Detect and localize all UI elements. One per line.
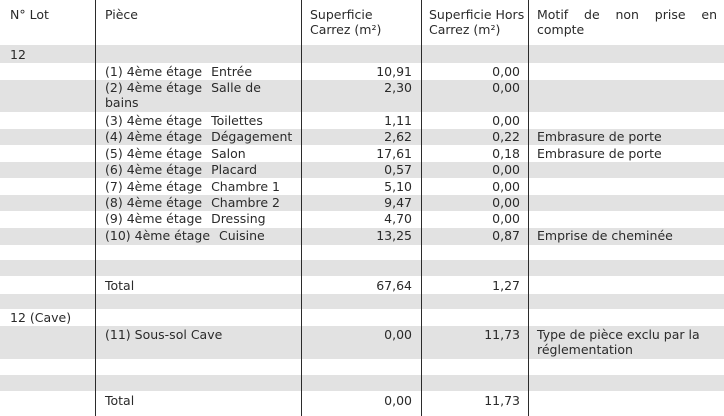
room-cell — [105, 195, 280, 210]
room-number: (3) — [105, 113, 123, 128]
room-cell — [105, 146, 246, 161]
room-name: Cave — [190, 327, 223, 342]
motif-text: Emprise de cheminée — [537, 228, 673, 243]
room-level: 4ème étage — [126, 211, 203, 226]
column-divider — [421, 0, 422, 416]
room-number: (2) — [105, 80, 123, 95]
room-number: (11) — [105, 327, 131, 342]
carrez-value: 10,91 — [376, 64, 412, 79]
header-hors-carrez: Superficie Hors Carrez (m²) — [429, 7, 525, 37]
hors-carrez-value: 0,87 — [492, 228, 520, 243]
header-carrez: Superficie Carrez (m²) — [310, 7, 382, 37]
carrez-value: 4,70 — [384, 211, 412, 226]
room-level: 4ème étage — [126, 146, 203, 161]
room-number: (6) — [105, 162, 123, 177]
hors-carrez-value: 0,00 — [492, 179, 520, 194]
header-piece: Pièce — [105, 7, 138, 22]
room-name: Placard — [211, 162, 258, 177]
room-name: Chambre 1 — [211, 179, 280, 194]
room-level: 4ème étage — [126, 113, 203, 128]
carrez-value: 13,25 — [376, 228, 412, 243]
room-cell — [105, 211, 266, 226]
column-divider — [301, 0, 302, 416]
room-name: Toilettes — [211, 113, 263, 128]
total-label: Total — [105, 278, 135, 293]
room-cell — [105, 129, 292, 144]
room-cell — [105, 113, 263, 128]
spacer-row — [0, 260, 724, 276]
carrez-value: 9,47 — [384, 195, 412, 210]
carrez-value: 2,30 — [384, 80, 412, 95]
motif-text: Type de pièce exclu par la réglementation — [537, 327, 700, 357]
carrez-value: 2,62 — [384, 129, 412, 144]
room-level: 4ème étage — [126, 195, 203, 210]
total-hors-carrez: 1,27 — [492, 278, 520, 293]
room-cell — [105, 80, 275, 110]
room-cell — [105, 179, 280, 194]
lot-label: 12 — [10, 47, 26, 62]
room-name: Cuisine — [219, 228, 265, 243]
room-name: Entrée — [211, 64, 253, 79]
hors-carrez-value: 0,00 — [492, 211, 520, 226]
lot-header-row — [0, 45, 724, 63]
header-lot: N° Lot — [10, 7, 49, 22]
hors-carrez-value: 0,00 — [492, 64, 520, 79]
hors-carrez-value: 0,00 — [492, 195, 520, 210]
room-name: Dressing — [211, 211, 266, 226]
room-level: 4ème étage — [126, 80, 203, 95]
motif-text: Embrasure de porte — [537, 129, 662, 144]
hors-carrez-value: 0,18 — [492, 146, 520, 161]
lot-label: 12 (Cave) — [10, 310, 72, 325]
room-level: 4ème étage — [126, 129, 203, 144]
room-level: 4ème étage — [126, 179, 203, 194]
carrez-value: 1,11 — [384, 113, 412, 128]
room-level: 4ème étage — [126, 162, 203, 177]
room-number: (9) — [105, 211, 123, 226]
hors-carrez-value: 11,73 — [484, 327, 520, 342]
room-number: (8) — [105, 195, 123, 210]
hors-carrez-value: 0,22 — [492, 129, 520, 144]
room-cell — [105, 228, 265, 243]
motif-text: Embrasure de porte — [537, 146, 662, 161]
carrez-value: 17,61 — [376, 146, 412, 161]
room-level: 4ème étage — [134, 228, 211, 243]
room-cell — [105, 162, 257, 177]
column-divider — [528, 0, 529, 416]
carrez-value: 0,00 — [384, 327, 412, 342]
room-number: (4) — [105, 129, 123, 144]
hors-carrez-value: 0,00 — [492, 80, 520, 95]
total-label: Total — [105, 393, 135, 408]
column-divider — [95, 0, 96, 416]
room-cell — [105, 64, 252, 79]
room-number: (5) — [105, 146, 123, 161]
room-number: (7) — [105, 179, 123, 194]
room-level: Sous-sol — [134, 327, 187, 342]
room-name: Salon — [211, 146, 246, 161]
room-number: (10) — [105, 228, 131, 243]
hors-carrez-value: 0,00 — [492, 113, 520, 128]
carrez-value: 5,10 — [384, 179, 412, 194]
room-cell — [105, 327, 222, 342]
room-name: Dégagement — [211, 129, 293, 144]
room-name: Salle de bains — [105, 80, 261, 110]
room-number: (1) — [105, 64, 123, 79]
spacer-row — [0, 375, 724, 391]
room-name: Chambre 2 — [211, 195, 280, 210]
carrez-value: 0,57 — [384, 162, 412, 177]
total-carrez: 0,00 — [384, 393, 412, 408]
total-carrez: 67,64 — [376, 278, 412, 293]
header-motif: Motif de non prise en compte — [537, 7, 717, 37]
hors-carrez-value: 0,00 — [492, 162, 520, 177]
room-level: 4ème étage — [126, 64, 203, 79]
total-hors-carrez: 11,73 — [484, 393, 520, 408]
spacer-row — [0, 294, 724, 309]
